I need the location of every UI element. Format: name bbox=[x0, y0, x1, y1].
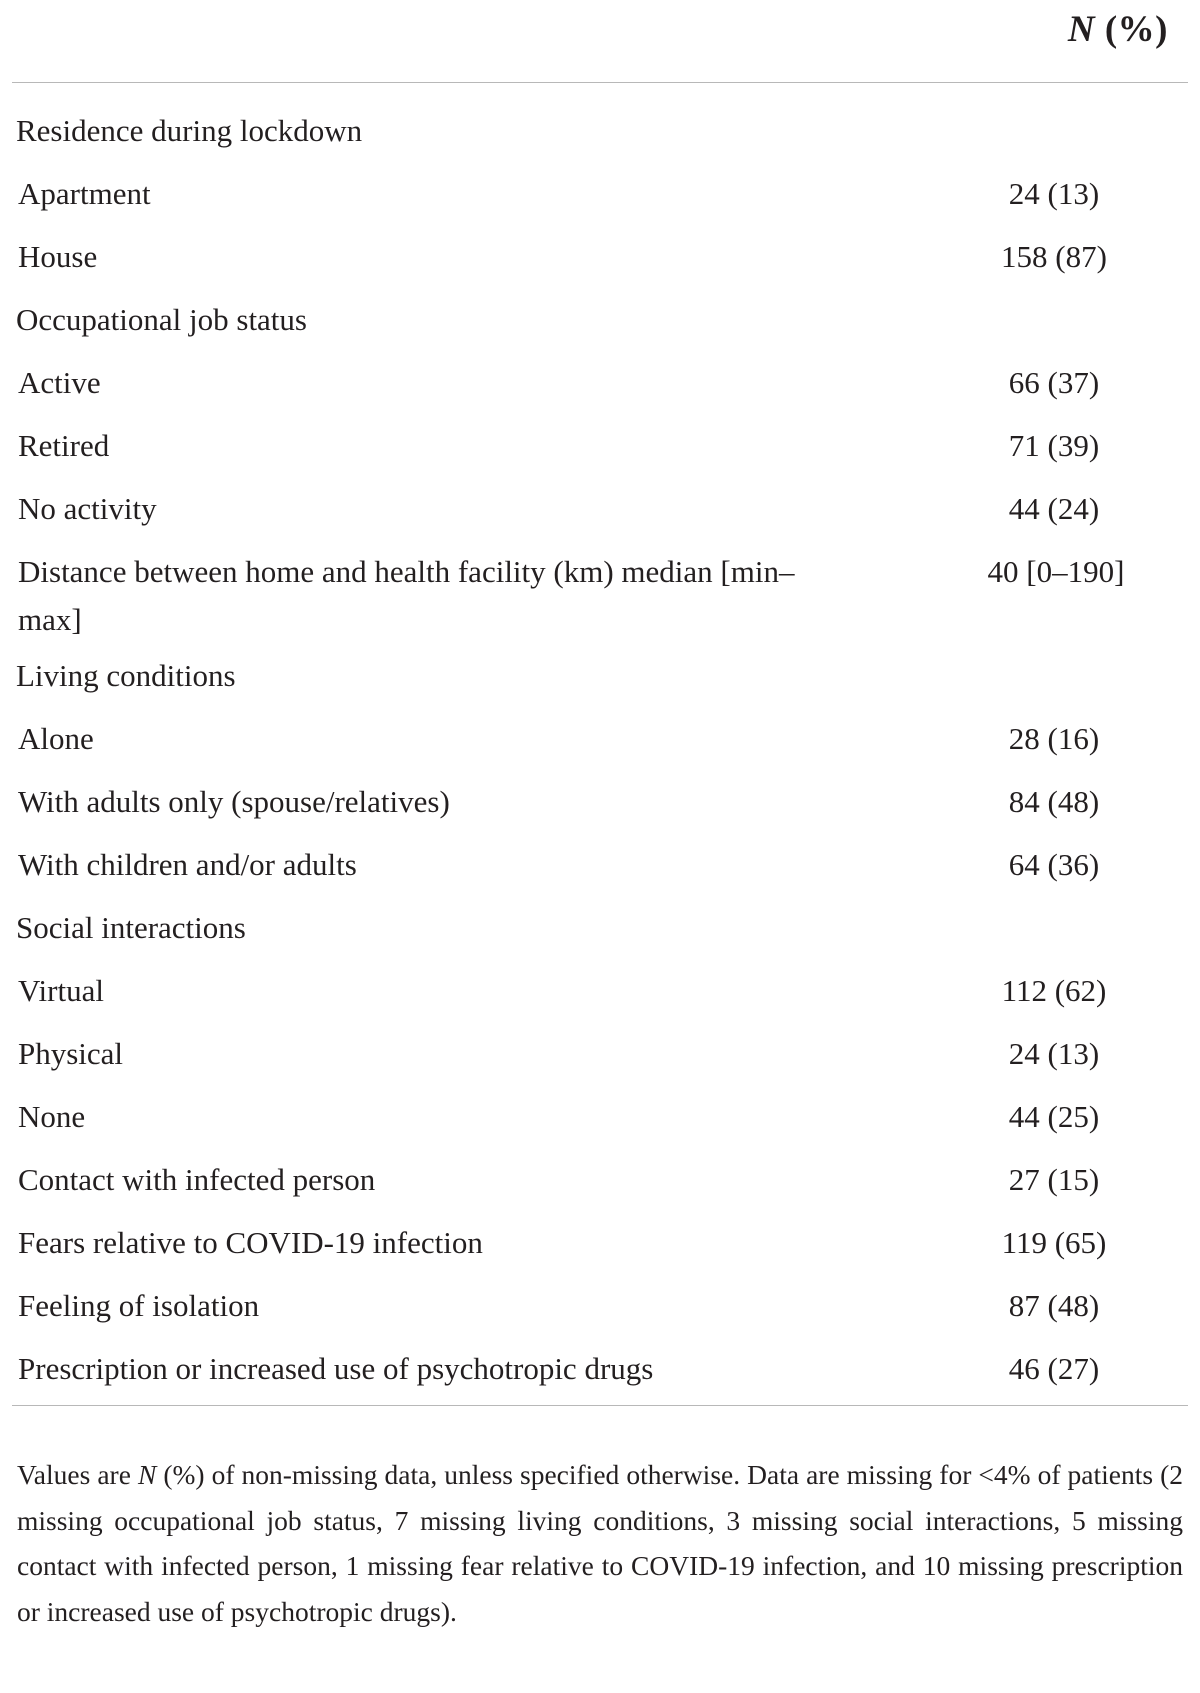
row-value: 44 (25) bbox=[1008, 1099, 1100, 1134]
table-row bbox=[12, 233, 1188, 296]
row-label: Distance between home and health facility (km) median [min–max] bbox=[18, 554, 795, 637]
row-label: None bbox=[18, 1099, 86, 1134]
header-n-label: N bbox=[1067, 9, 1096, 50]
row-label: Living conditions bbox=[16, 658, 236, 693]
footer-divider bbox=[12, 1405, 1188, 1406]
row-value: 44 (24) bbox=[1008, 491, 1100, 526]
row-label: Active bbox=[18, 365, 101, 400]
row-value: 64 (36) bbox=[1008, 847, 1100, 882]
row-label: Fears relative to COVID-19 infection bbox=[18, 1225, 483, 1260]
row-label: Social interactions bbox=[16, 910, 246, 945]
row-label: House bbox=[18, 239, 98, 274]
table-row bbox=[12, 1030, 1188, 1093]
row-value: 87 (48) bbox=[1008, 1288, 1100, 1323]
row-label: With children and/or adults bbox=[18, 847, 357, 882]
table-row bbox=[12, 359, 1188, 422]
row-label: Physical bbox=[18, 1036, 124, 1071]
table-row bbox=[12, 967, 1188, 1030]
table-row bbox=[12, 1282, 1188, 1345]
row-value: 24 (13) bbox=[1008, 176, 1100, 211]
row-label: Prescription or increased use of psychotropic drugs bbox=[18, 1351, 654, 1386]
data-table bbox=[12, 0, 1188, 1406]
table-row bbox=[12, 1345, 1188, 1397]
row-label: Retired bbox=[18, 428, 110, 463]
column-header-n-percent bbox=[1068, 8, 1168, 51]
row-value: 24 (13) bbox=[1008, 1036, 1100, 1071]
row-value: 119 (65) bbox=[1001, 1225, 1107, 1260]
row-label: Apartment bbox=[18, 176, 151, 211]
table-row bbox=[12, 841, 1188, 904]
table-row bbox=[12, 548, 1188, 652]
table-row bbox=[12, 422, 1188, 485]
row-label: Feeling of isolation bbox=[18, 1288, 260, 1323]
table-row bbox=[12, 1219, 1188, 1282]
row-label: Alone bbox=[18, 721, 94, 756]
row-label: With adults only (spouse/relatives) bbox=[18, 784, 450, 819]
table-header bbox=[12, 0, 1188, 82]
row-value: 28 (16) bbox=[1008, 721, 1100, 756]
table-row-group bbox=[12, 652, 1188, 715]
table-row bbox=[12, 1156, 1188, 1219]
row-value: 112 (62) bbox=[1001, 973, 1107, 1008]
footnote-prefix: Values are bbox=[17, 1459, 138, 1490]
row-label: Contact with infected person bbox=[18, 1162, 376, 1197]
table-row bbox=[12, 778, 1188, 841]
footnote-n-italic: N bbox=[137, 1459, 157, 1490]
row-value: 66 (37) bbox=[1008, 365, 1100, 400]
header-pct-label: (%) bbox=[1104, 9, 1168, 50]
row-value: 84 (48) bbox=[1008, 784, 1100, 819]
row-value: 158 (87) bbox=[1001, 239, 1107, 274]
row-value: 40 [0–190] bbox=[987, 554, 1125, 589]
table-row-group bbox=[12, 296, 1188, 359]
row-label: Occupational job status bbox=[16, 302, 307, 337]
table-row bbox=[12, 715, 1188, 778]
table-row bbox=[12, 485, 1188, 548]
table-row bbox=[12, 1093, 1188, 1156]
table-body bbox=[12, 83, 1188, 1397]
row-value: 71 (39) bbox=[1008, 428, 1100, 463]
row-label: Virtual bbox=[18, 973, 104, 1008]
table-row-group bbox=[12, 904, 1188, 967]
row-label: Residence during lockdown bbox=[16, 113, 363, 148]
row-label: No activity bbox=[18, 491, 157, 526]
footnote-text: (%) of non-missing data, unless specified otherwise. Data are missing for <4% of patients (2 missing occupational job status, 7 missing living conditions, 3 missing social interactions, 5 missing contact with infected person, 1 missing fear relative to COVID-19 infection, and 10 missing prescription or increased use of psychotropic drugs). bbox=[17, 1459, 1183, 1627]
row-value: 27 (15) bbox=[1008, 1162, 1100, 1197]
table-row bbox=[12, 170, 1188, 233]
row-value: 46 (27) bbox=[1008, 1351, 1100, 1386]
table-row-group bbox=[12, 107, 1188, 170]
table-footnote bbox=[17, 1452, 1183, 1634]
